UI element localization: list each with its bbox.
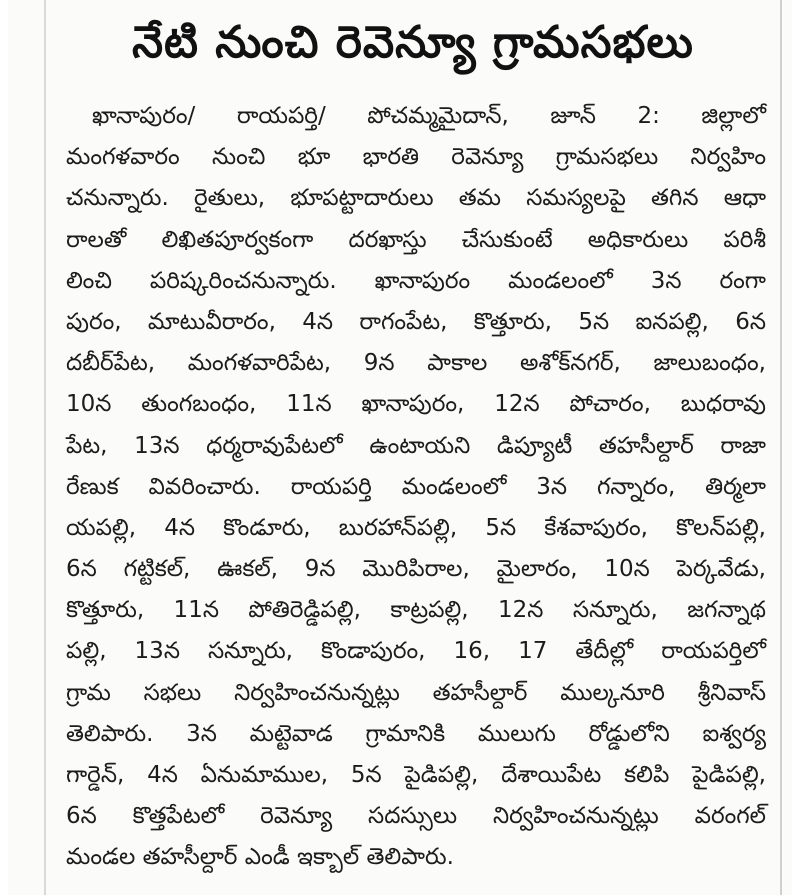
article-line: రాలతో లిఖితపూర్వకంగా దరఖాస్తు చేసుకుంటే అధికారులు పరిశీ [66, 226, 766, 253]
column-rule-left [44, 0, 46, 895]
article-line: యపల్లి, 4న కొండూరు, బురహాన్‌పల్లి, 5న కేశవాపురం, కొలన్‌పల్లి, [66, 514, 766, 541]
article-line: గార్డెన్, 4న ఏనుమాముల, 5న పైడిపల్లి, దేశాయిపేట కలిపి పైడిపల్లి, [66, 762, 766, 788]
article-line: 10న తుంగబంధం, 11న ఖానాపురం, 12న పోచారం, బుధరావు [66, 391, 766, 418]
article-line: దబీర్‌పేట, మంగళవారిపేట, 9న పాకాల అశోక్‌నగర్, జాలుబంధం, [66, 350, 766, 377]
article-line: లించి పరిష్కరించనున్నారు. ఖానాపురం మండలంలో 3న రంగా [66, 267, 766, 294]
article-body [66, 96, 766, 879]
article-line: 6న గట్టికల్, ఊకల్, 9న మొరిపిరాల, మైలారం, 10న పెర్కవేడు, [66, 556, 766, 583]
article-line: కొత్తూరు, 11న పోతిరెడ్డిపల్లి, కాట్రపల్లి, 12న సన్నూరు, జగన్నాథ [66, 597, 766, 624]
article-line: పురం, మాటువీరారం, 4న రాగంపేట, కొత్తూరు, 5న ఐనపల్లి, 6న [66, 308, 766, 335]
article-line: పల్లి, 13న సన్నూరు, కొండాపురం, 16, 17 తేదీల్లో రాయపర్తిలో [66, 638, 766, 665]
article-line: మండల తహసీల్దార్ ఎండీ ఇక్బాల్ తెలిపారు. [66, 844, 454, 871]
article-line: 6న కొత్తపేటలో రెవెన్యూ సదస్సులు నిర్వహించనున్నట్లు వరంగల్ [66, 803, 766, 830]
article-line: ఖానాపురం/ రాయపర్తి/ పోచమ్మమైదాన్, జూన్ 2: జిల్లాలో [92, 103, 766, 129]
article-line: చనున్నారు. రైతులు, భూపట్టాదారులు తమ సమస్యలపై తగిన ఆధా [66, 185, 766, 212]
headline: నేటి నుంచి రెవెన్యూ గ్రామసభలు [132, 17, 694, 68]
article-line: పేట, 13న ధర్మరావుపేటలో ఉంటాయని డిప్యూటీ తహసీల్దార్ రాజా [66, 432, 766, 459]
article-line: రేణుక వివరించారు. రాయపర్తి మండలంలో 3న గన్నారం, తిర్మలా [66, 473, 766, 500]
column-rule-right [780, 0, 782, 895]
article-line: మంగళవారం నుంచి భూ భారతి రెవెన్యూ గ్రామసభలు నిర్వహిం [66, 144, 766, 171]
article-line: తెలిపారు. 3న మట్టెవాడ గ్రామానికి ములుగు రోడ్డులోని ఐశ్వర్య [66, 720, 766, 747]
newspaper-clipping [8, 0, 792, 895]
article-line: గ్రామ సభలు నిర్వహించనున్నట్లు తహసీల్దార్ ముల్కనూరి శ్రీనివాస్ [66, 679, 766, 706]
